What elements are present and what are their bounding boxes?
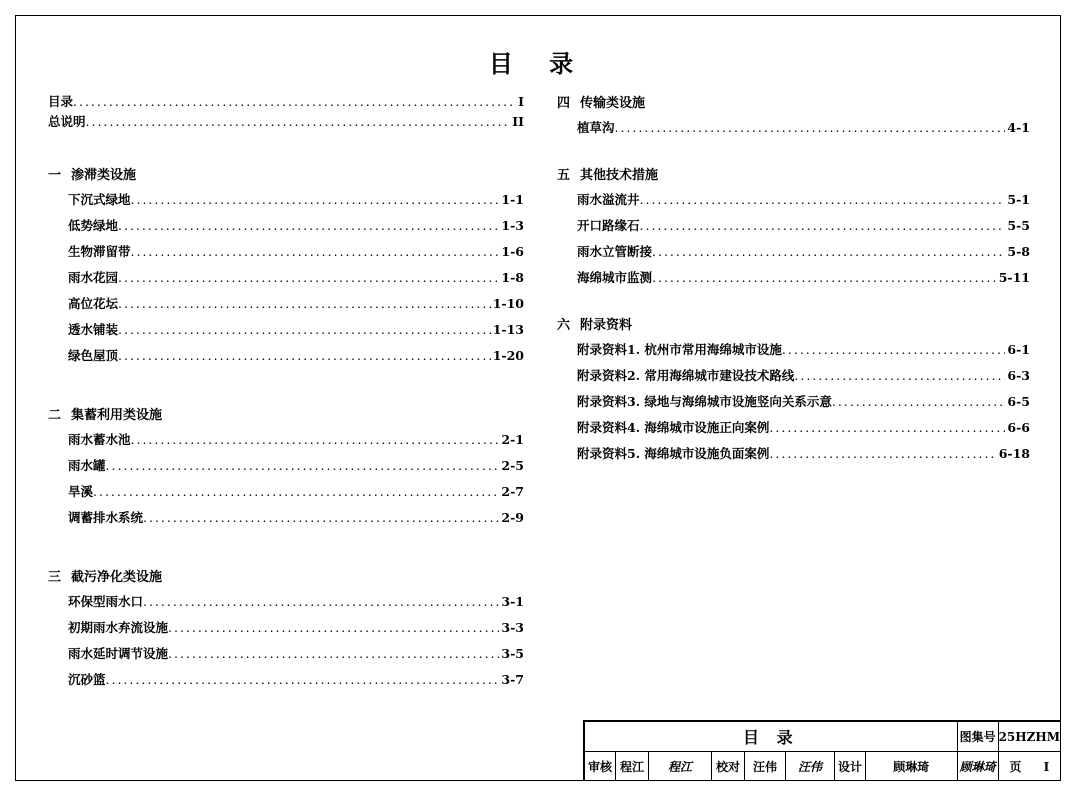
toc-entry-label: 雨水延时调节设施 bbox=[68, 646, 169, 661]
section-number: 六 bbox=[557, 318, 571, 333]
section-heading bbox=[48, 164, 524, 190]
toc-left-column bbox=[48, 92, 524, 696]
leader-dots bbox=[769, 446, 996, 461]
toc-entry bbox=[48, 456, 524, 482]
toc-entry-label: 旱溪 bbox=[68, 484, 94, 499]
toc-entry bbox=[48, 618, 524, 644]
toc-entry bbox=[48, 508, 524, 534]
toc-entry bbox=[557, 268, 1030, 294]
toc-entry-page: 5-11 bbox=[998, 270, 1030, 285]
toc-entry bbox=[557, 190, 1030, 216]
toc-entry-page: 1-8 bbox=[501, 270, 524, 285]
leader-dots bbox=[131, 192, 500, 207]
toc-entry-page: 1-6 bbox=[501, 244, 524, 259]
toc-entry-page: 3-5 bbox=[501, 646, 524, 661]
toc-entry bbox=[48, 268, 524, 294]
section-heading bbox=[557, 314, 1030, 340]
review-signature: 程江 bbox=[649, 752, 712, 781]
toc-entry-page: 5-5 bbox=[1007, 218, 1030, 233]
toc-entry-label: 附录资料1. 杭州市常用海绵城市设施 bbox=[577, 342, 782, 357]
toc-entry-label: 雨水罐 bbox=[68, 458, 106, 473]
toc-entry-page: 3-3 bbox=[501, 620, 524, 635]
leader-dots bbox=[86, 114, 511, 129]
leader-dots bbox=[73, 94, 516, 109]
toc-entry-page: 1-10 bbox=[492, 296, 524, 311]
toc-entry-page: 5-1 bbox=[1007, 192, 1030, 207]
toc-entry bbox=[48, 294, 524, 320]
toc-entry-page: 2-1 bbox=[501, 432, 524, 447]
section-name: 传输类设施 bbox=[580, 96, 646, 111]
toc-entry bbox=[48, 670, 524, 696]
page-title: 目 录 bbox=[488, 49, 588, 78]
toc-entry-page: 2-5 bbox=[501, 458, 524, 473]
title-block bbox=[583, 720, 1061, 781]
toc-entry bbox=[48, 242, 524, 268]
toc-entry-page: 5-8 bbox=[1007, 244, 1030, 259]
toc-entry-label: 开口路缘石 bbox=[577, 218, 640, 233]
toc-entry-label: 环保型雨水口 bbox=[68, 594, 144, 609]
toc-entry-label: 目录 bbox=[48, 94, 74, 109]
toc-entry-page: 2-9 bbox=[501, 510, 524, 525]
toc-entry-page: II bbox=[512, 114, 524, 129]
check-name: 汪伟 bbox=[745, 752, 786, 781]
toc-entry-label: 雨水溢流井 bbox=[577, 192, 640, 207]
toc-entry bbox=[48, 430, 524, 456]
leader-dots bbox=[652, 244, 1005, 259]
leader-dots bbox=[131, 432, 500, 447]
page-label: 页 bbox=[1009, 759, 1022, 774]
toc-entry-label: 初期雨水弃流设施 bbox=[68, 620, 169, 635]
toc-entry-page: 6-18 bbox=[998, 446, 1030, 461]
atlas-no-label: 图集号 bbox=[957, 722, 998, 752]
toc-entry-page: I bbox=[518, 94, 524, 109]
section-name: 渗滞类设施 bbox=[71, 168, 137, 183]
leader-dots bbox=[131, 244, 500, 259]
leader-dots bbox=[769, 420, 1005, 435]
page-number: I bbox=[1043, 759, 1050, 774]
front-matter-entry bbox=[48, 112, 524, 132]
leader-dots bbox=[118, 348, 491, 363]
leader-dots bbox=[118, 296, 491, 311]
toc-entry-page: 6-1 bbox=[1007, 342, 1030, 357]
toc-entry-label: 雨水花园 bbox=[68, 270, 119, 285]
leader-dots bbox=[168, 620, 499, 635]
design-signature: 顾琳琦 bbox=[957, 752, 998, 781]
toc-entry bbox=[557, 242, 1030, 268]
section-heading bbox=[48, 404, 524, 430]
section-heading bbox=[48, 566, 524, 592]
toc-entry-label: 下沉式绿地 bbox=[68, 192, 131, 207]
toc-entry-label: 附录资料5. 海绵城市设施负面案例 bbox=[577, 446, 770, 461]
section-heading bbox=[557, 92, 1030, 118]
leader-dots bbox=[106, 672, 500, 687]
section-name: 其他技术措施 bbox=[580, 168, 659, 183]
atlas-no: 25HZHM bbox=[998, 722, 1060, 752]
review-label: 审核 bbox=[585, 752, 616, 781]
toc-entry-page: 6-5 bbox=[1007, 394, 1030, 409]
toc-entry bbox=[48, 216, 524, 242]
front-matter-entry bbox=[48, 92, 524, 112]
check-label: 校对 bbox=[712, 752, 745, 781]
section-name: 附录资料 bbox=[580, 318, 633, 333]
leader-dots bbox=[118, 322, 491, 337]
leader-dots bbox=[782, 342, 1006, 357]
toc-entry-label: 植草沟 bbox=[577, 120, 615, 135]
toc-entry bbox=[557, 216, 1030, 242]
toc-entry-page: 1-1 bbox=[501, 192, 524, 207]
check-signature: 汪伟 bbox=[786, 752, 835, 781]
toc-entry-label: 高位花坛 bbox=[68, 296, 119, 311]
toc-entry-page: 4-1 bbox=[1007, 120, 1030, 135]
section-heading bbox=[557, 164, 1030, 190]
section-number: 三 bbox=[48, 570, 62, 585]
toc-entry-page: 2-7 bbox=[501, 484, 524, 499]
toc-entry bbox=[557, 340, 1030, 366]
section-number: 一 bbox=[48, 168, 62, 183]
leader-dots bbox=[143, 594, 499, 609]
leader-dots bbox=[118, 218, 499, 233]
toc-entry bbox=[48, 644, 524, 670]
toc-entry-page: 3-1 bbox=[501, 594, 524, 609]
toc-entry-page: 1-20 bbox=[492, 348, 524, 363]
toc-entry-label: 附录资料2. 常用海绵城市建设技术路线 bbox=[577, 368, 795, 383]
toc-entry bbox=[557, 366, 1030, 392]
toc-entry-label: 雨水立管断接 bbox=[577, 244, 653, 259]
toc-entry bbox=[48, 190, 524, 216]
toc-entry bbox=[557, 444, 1030, 470]
leader-dots bbox=[652, 270, 997, 285]
toc-entry bbox=[557, 418, 1030, 444]
toc-entry-label: 低势绿地 bbox=[68, 218, 119, 233]
review-name: 程江 bbox=[616, 752, 649, 781]
toc-entry bbox=[48, 482, 524, 508]
leader-dots bbox=[118, 270, 499, 285]
leader-dots bbox=[615, 120, 1006, 135]
toc-entry-page: 1-3 bbox=[501, 218, 524, 233]
toc-entry-page: 1-13 bbox=[492, 322, 524, 337]
toc-entry bbox=[48, 592, 524, 618]
toc-entry-label: 雨水蓄水池 bbox=[68, 432, 131, 447]
sheet-title: 目 录 bbox=[585, 722, 958, 752]
toc-entry-label: 生物滞留带 bbox=[68, 244, 131, 259]
section-name: 截污净化类设施 bbox=[71, 570, 163, 585]
leader-dots bbox=[106, 458, 500, 473]
toc-entry-label: 附录资料3. 绿地与海绵城市设施竖向关系示意 bbox=[577, 394, 832, 409]
toc-entry-page: 6-6 bbox=[1007, 420, 1030, 435]
toc-right-column bbox=[557, 92, 1030, 470]
design-name: 顾琳琦 bbox=[866, 752, 958, 781]
leader-dots bbox=[168, 646, 499, 661]
toc-entry bbox=[48, 320, 524, 346]
toc-entry-page: 3-7 bbox=[501, 672, 524, 687]
toc-entry-page: 6-3 bbox=[1007, 368, 1030, 383]
design-label: 设计 bbox=[835, 752, 866, 781]
leader-dots bbox=[93, 484, 499, 499]
toc-entry-label: 海绵城市监测 bbox=[577, 270, 653, 285]
toc-entry bbox=[557, 118, 1030, 144]
leader-dots bbox=[832, 394, 1006, 409]
toc-entry-label: 总说明 bbox=[48, 114, 86, 129]
leader-dots bbox=[640, 192, 1006, 207]
toc-entry-label: 透水铺装 bbox=[68, 322, 119, 337]
toc-entry-label: 附录资料4. 海绵城市设施正向案例 bbox=[577, 420, 770, 435]
toc-entry-label: 沉砂篮 bbox=[68, 672, 106, 687]
toc-entry bbox=[48, 346, 524, 372]
leader-dots bbox=[640, 218, 1006, 233]
section-number: 四 bbox=[557, 96, 571, 111]
toc-entry-label: 绿色屋顶 bbox=[68, 348, 119, 363]
toc-entry bbox=[557, 392, 1030, 418]
section-number: 二 bbox=[48, 408, 62, 423]
toc-entry-label: 调蓄排水系统 bbox=[68, 510, 144, 525]
leader-dots bbox=[794, 368, 1005, 383]
section-number: 五 bbox=[557, 168, 571, 183]
leader-dots bbox=[143, 510, 499, 525]
section-name: 集蓄利用类设施 bbox=[71, 408, 163, 423]
